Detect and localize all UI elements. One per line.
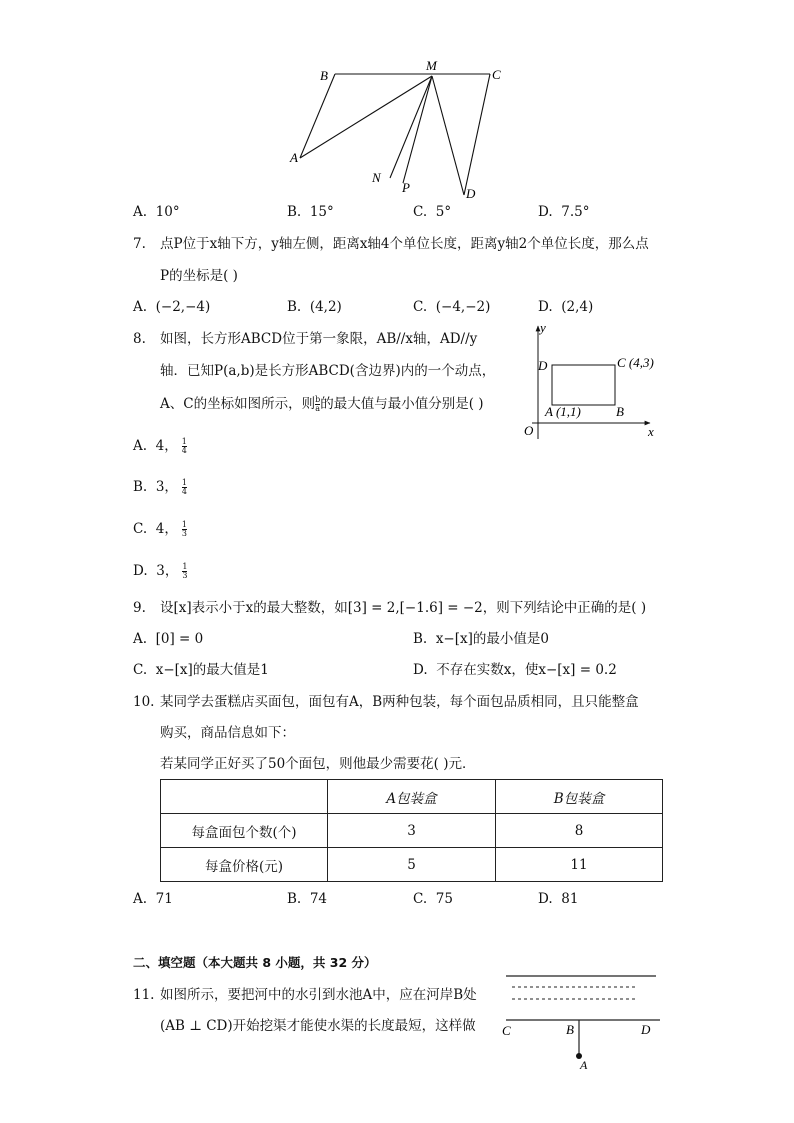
q6-option-b[interactable]: B. 15° <box>287 204 334 220</box>
q11-stem-line1: 如图所示，要把河中的水引到水池A中，应在河岸B处 <box>160 987 477 1003</box>
q11-number: 11. <box>133 987 155 1003</box>
table-cell: 3 <box>328 814 496 848</box>
q6-option-a[interactable]: A. 10° <box>133 204 180 220</box>
q7-option-a[interactable]: A. (−2,−4) <box>133 299 211 315</box>
table-header-cell <box>161 780 328 814</box>
q10-stem-line2: 购买，商品信息如下： <box>160 725 295 741</box>
q8-stem-line3: A、C的坐标如图所示，则 $\frac{b}{a}$ 的最大值与最小值分别是( ) <box>160 395 484 413</box>
table-row <box>161 848 663 882</box>
label-B: B <box>566 1022 574 1037</box>
table-header-cell: A包装盒 <box>328 780 496 814</box>
q9-option-d[interactable]: D. 不存在实数x，使x−[x] = 0.2 <box>413 662 617 678</box>
q6-option-d[interactable]: D. 7.5° <box>538 204 590 220</box>
q8-stem-line1: 如图，长方形ABCD位于第一象限，AB//x轴，AD//y <box>160 331 478 347</box>
label-A: A <box>580 1058 588 1072</box>
table-cell: 每盒面包个数(个) <box>161 814 328 848</box>
label-N: N <box>372 170 381 185</box>
rectangle-coordinate-figure <box>518 318 668 443</box>
table-cell: 8 <box>496 814 663 848</box>
q8-stem-line2: 轴．已知P(a,b)是长方形ABCD(含边界)内的一个动点， <box>160 363 496 379</box>
table-row <box>161 814 663 848</box>
table-cell: 11 <box>496 848 663 882</box>
q8-option-d[interactable]: D. 3， $\frac{1}{3}$ <box>133 562 188 580</box>
q10-number: 10. <box>133 694 155 710</box>
q11-stem-line2: (AB ⊥ CD)开始挖渠才能使水渠的长度最短，这样做 <box>160 1018 476 1034</box>
q7-option-b[interactable]: B. (4,2) <box>287 299 342 315</box>
label-C: C <box>492 67 501 82</box>
q10-option-b[interactable]: B. 74 <box>287 891 327 907</box>
label-D: D <box>466 186 476 201</box>
label-C: C <box>502 1023 511 1038</box>
q10-option-c[interactable]: C. 75 <box>413 891 453 907</box>
angle-figure <box>280 55 520 205</box>
q6-option-c[interactable]: C. 5° <box>413 204 452 220</box>
label-D: D <box>641 1022 651 1037</box>
label-B: B <box>320 68 328 83</box>
q7-stem-line1: 点P位于x轴下方，y轴左侧，距离x轴4个单位长度，距离y轴2个单位长度，那么点 <box>160 236 649 252</box>
q7-option-c[interactable]: C. (−4,−2) <box>413 299 491 315</box>
q9-number: 9. <box>133 600 146 616</box>
axis-y-label: y <box>540 320 546 335</box>
table-header-cell: B包装盒 <box>496 780 663 814</box>
fraction-b-over-a: $\frac{b}{a}$ <box>315 395 321 413</box>
q10-stem-line1: 某同学去蛋糕店买面包，面包有A，B两种包装，每个面包品质相同，且只能整盒 <box>160 694 639 710</box>
table-cell: 每盒价格(元) <box>161 848 328 882</box>
q10-stem-line3: 若某同学正好买了50个面包，则他最少需要花( )元． <box>160 756 476 772</box>
section-heading: 二、填空题（本大题共 8 小题，共 32 分） <box>133 955 377 970</box>
q8-option-a[interactable]: A. 4， $\frac{1}{4}$ <box>133 437 187 455</box>
q7-option-d[interactable]: D. (2,4) <box>538 299 594 315</box>
q9-option-b[interactable]: B. x−[x]的最小值是0 <box>413 631 549 647</box>
q9-option-c[interactable]: C. x−[x]的最大值是1 <box>133 662 269 678</box>
q7-number: 7. <box>133 236 146 252</box>
label-M: M <box>426 58 437 73</box>
q10-option-a[interactable]: A. 71 <box>133 891 173 907</box>
product-info-table <box>160 779 663 882</box>
point-B-label: B <box>616 404 624 419</box>
point-C-label: C (4,3) <box>617 355 654 370</box>
axis-x-label: x <box>648 424 654 439</box>
river-pond-figure <box>498 968 668 1073</box>
q8-option-b[interactable]: B. 3， $\frac{1}{4}$ <box>133 478 187 496</box>
q9-stem: 设[x]表示小于x的最大整数，如[3] = 2,[−1.6] = −2，则下列结论中正确的是( ) <box>160 600 647 616</box>
q10-option-d[interactable]: D. 81 <box>538 891 579 907</box>
origin-label: O <box>524 423 534 438</box>
q7-stem-line2: P的坐标是( ) <box>160 268 238 284</box>
table-cell: 5 <box>328 848 496 882</box>
q8-number: 8. <box>133 331 146 347</box>
q9-option-a[interactable]: A. [0] = 0 <box>133 631 204 647</box>
point-A-label: A (1,1) <box>545 404 581 419</box>
table-header-row <box>161 780 663 814</box>
point-D-label: D <box>538 358 548 373</box>
label-A: A <box>290 150 298 165</box>
q8-option-c[interactable]: C. 4， $\frac{1}{3}$ <box>133 520 187 538</box>
label-P: P <box>402 180 410 195</box>
